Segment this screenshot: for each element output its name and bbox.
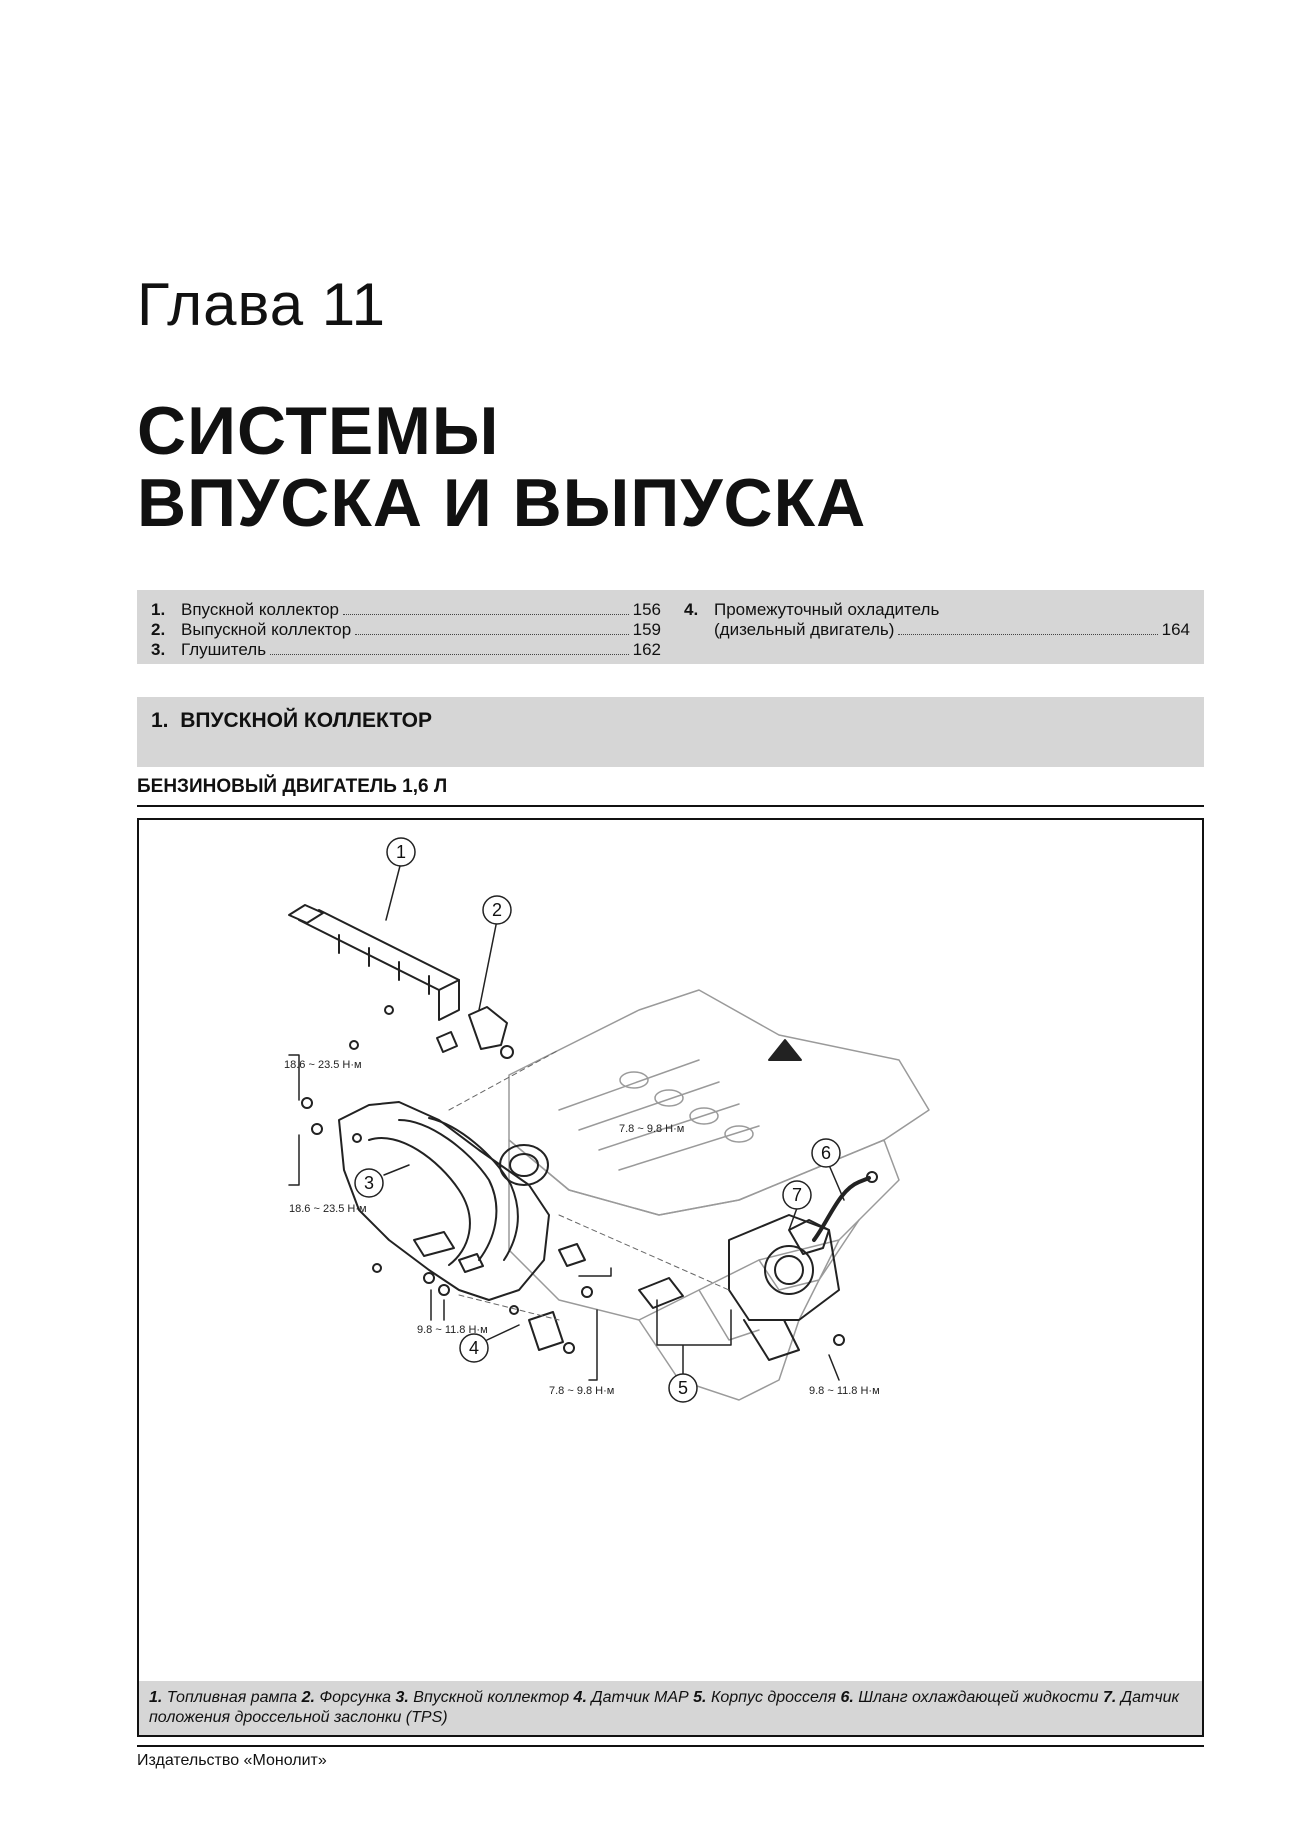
toc-item-label: Впускной коллектор [181, 600, 339, 619]
subheading: БЕНЗИНОВЫЙ ДВИГАТЕЛЬ 1,6 Л [137, 776, 448, 797]
title-line-1: СИСТЕМЫ [137, 393, 500, 469]
divider [137, 805, 1204, 807]
direction-arrow-icon [769, 1040, 801, 1060]
torque-label: 18.6 ~ 23.5 Н·м [289, 1203, 367, 1215]
toc-item[interactable] [684, 600, 1190, 620]
toc-leader [270, 640, 629, 655]
toc-item-number: 3. [151, 640, 166, 659]
chapter-heading: Глава 11 [137, 271, 387, 338]
section-title: 1. ВПУСКНОЙ КОЛЛЕКТОР [151, 709, 433, 732]
callout-6 [812, 1139, 840, 1167]
toc-right-column [684, 600, 1190, 640]
svg-text:3: 3 [363, 1173, 375, 1193]
toc-item-label-line2: (дизельный двигатель) [714, 620, 895, 639]
fuel-rail [289, 905, 459, 1020]
callout-5 [669, 1374, 697, 1402]
svg-text:6: 6 [820, 1143, 832, 1163]
toc-item-number: 4. [684, 600, 699, 619]
engine-block-outline [509, 990, 929, 1400]
toc-item[interactable] [151, 600, 661, 620]
callout-1 [387, 838, 415, 866]
callout-2 [483, 896, 511, 924]
toc-item-page: 164 [1161, 620, 1190, 639]
callout-7 [783, 1181, 811, 1209]
title-line-2: ВПУСКА И ВЫПУСКА [137, 465, 867, 541]
svg-text:1: 1 [395, 842, 407, 862]
torque-label: 9.8 ~ 11.8 Н·м [809, 1385, 880, 1397]
page-title [137, 395, 866, 539]
svg-text:5: 5 [677, 1378, 689, 1398]
toc-item-number: 2. [151, 620, 166, 639]
throttle-body [639, 1215, 844, 1360]
callout-3 [355, 1169, 383, 1197]
torque-label: 7.8 ~ 9.8 Н·м [549, 1385, 615, 1397]
torque-label: 18.6 ~ 23.5 Н·м [284, 1059, 362, 1071]
svg-text:4: 4 [468, 1338, 480, 1358]
table-of-contents [137, 590, 1204, 664]
toc-leader [898, 620, 1157, 635]
toc-item[interactable] [151, 620, 661, 640]
figure-caption: 1. Топливная рампа 2. Форсунка 3. Впускной коллектор 4. Датчик МАР 5. Корпус дросселя 6. Шланг охлаждающей жидкости 7. Датчик положения дроссельной заслонки (TPS) [139, 1681, 1202, 1735]
toc-item-page: 159 [632, 620, 661, 639]
footer-divider [137, 1745, 1204, 1747]
toc-leader [355, 620, 628, 635]
diagram-svg [139, 820, 1202, 1735]
intake-manifold [302, 1041, 549, 1314]
toc-item-page: 162 [632, 640, 661, 659]
toc-item-number: 1. [151, 600, 166, 619]
torque-label: 7.8 ~ 9.8 Н·м [619, 1123, 685, 1135]
svg-text:7: 7 [791, 1185, 803, 1205]
coolant-hose [814, 1172, 877, 1240]
callout-4 [460, 1334, 488, 1362]
toc-item-label: Промежуточный охладитель [714, 600, 940, 619]
toc-item-label: Выпускной коллектор [181, 620, 352, 639]
torque-label: 9.8 ~ 11.8 Н·м [417, 1324, 488, 1336]
toc-item[interactable] [151, 640, 661, 660]
toc-item-page: 156 [632, 600, 661, 619]
toc-item-continuation [684, 620, 1190, 640]
manifold-bracket [414, 1232, 454, 1256]
toc-item-label: Глушитель [181, 640, 267, 659]
exploded-diagram [137, 818, 1204, 1737]
toc-leader [343, 600, 629, 615]
svg-text:2: 2 [491, 900, 503, 920]
toc-left-column [151, 600, 661, 660]
section-header [137, 697, 1204, 767]
publisher-footer: Издательство «Монолит» [137, 1752, 327, 1769]
